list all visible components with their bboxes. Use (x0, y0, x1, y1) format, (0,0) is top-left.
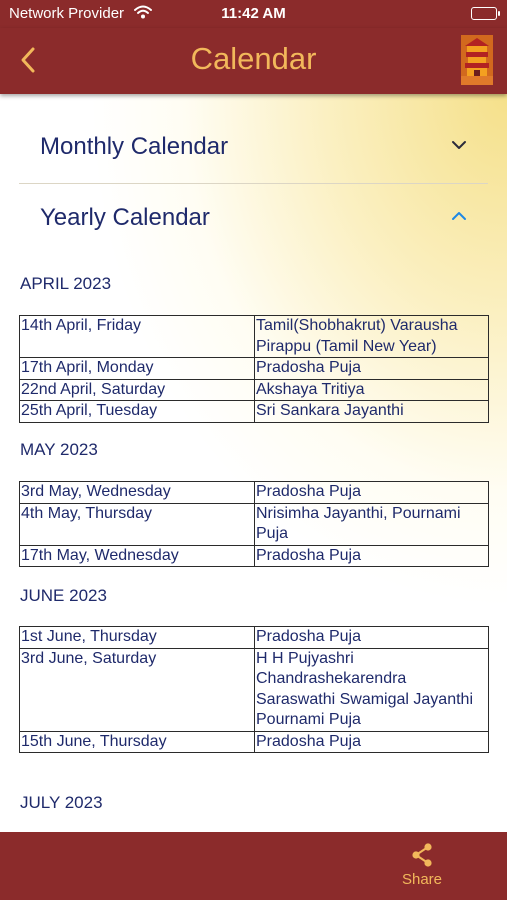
event-name: Pradosha Puja (255, 358, 489, 380)
event-name: Pradosha Puja (255, 545, 489, 567)
event-name: Sri Sankara Jayanthi (255, 401, 489, 423)
share-button[interactable] (393, 840, 451, 892)
table-row (20, 358, 489, 380)
event-date: 3rd May, Wednesday (20, 482, 255, 504)
calendar-table-may (19, 481, 489, 567)
navigation-bar (0, 28, 507, 94)
event-date: 3rd June, Saturday (20, 648, 255, 731)
content-area (0, 94, 507, 832)
chevron-down-icon (450, 139, 468, 151)
carrier-name: Network Provider (9, 5, 125, 22)
month-heading-may: MAY 2023 (20, 440, 98, 459)
event-date: 25th April, Tuesday (20, 401, 255, 423)
table-row (20, 316, 489, 358)
event-name: Pradosha Puja (255, 627, 489, 649)
month-heading-june: JUNE 2023 (20, 586, 107, 605)
temple-logo-icon (461, 35, 493, 85)
table-row (20, 379, 489, 401)
event-name: Nrisimha Jayanthi, Pournami Puja (255, 503, 489, 545)
yearly-calendar-toggle[interactable] (19, 184, 488, 254)
month-heading-july: JULY 2023 (20, 793, 103, 812)
table-row (20, 648, 489, 731)
event-name: Pradosha Puja (255, 731, 489, 753)
event-name: H H Pujyashri Chandrashekarendra Saraswathi Swamigal Jayanthi Pournami Puja (255, 648, 489, 731)
status-time: 11:42 AM (221, 5, 286, 22)
table-row (20, 731, 489, 753)
monthly-calendar-toggle[interactable] (19, 113, 488, 183)
event-name: Tamil(Shobhakrut) Varausha Pirappu (Tamil New Year) (255, 316, 489, 358)
table-row (20, 545, 489, 567)
event-date: 17th April, Monday (20, 358, 255, 380)
event-date: 15th June, Thursday (20, 731, 255, 753)
bottom-toolbar (0, 832, 507, 900)
monthly-calendar-label: Monthly Calendar (40, 133, 229, 160)
yearly-calendar-label: Yearly Calendar (40, 204, 210, 231)
event-name: Pradosha Puja (255, 482, 489, 504)
share-label: Share (401, 871, 443, 888)
table-row (20, 627, 489, 649)
event-name: Akshaya Tritiya (255, 379, 489, 401)
event-date: 22nd April, Saturday (20, 379, 255, 401)
table-row (20, 503, 489, 545)
battery-icon (471, 7, 497, 20)
event-date: 1st June, Thursday (20, 627, 255, 649)
event-date: 14th April, Friday (20, 316, 255, 358)
month-heading-april: APRIL 2023 (20, 274, 112, 293)
share-icon (409, 842, 435, 868)
calendar-table-april (19, 315, 489, 423)
status-bar (0, 0, 507, 28)
page-title: Calendar (190, 41, 317, 76)
event-date: 17th May, Wednesday (20, 545, 255, 567)
chevron-up-icon (450, 210, 468, 222)
calendar-table-june (19, 626, 489, 753)
table-row (20, 482, 489, 504)
table-row (20, 401, 489, 423)
event-date: 4th May, Thursday (20, 503, 255, 545)
